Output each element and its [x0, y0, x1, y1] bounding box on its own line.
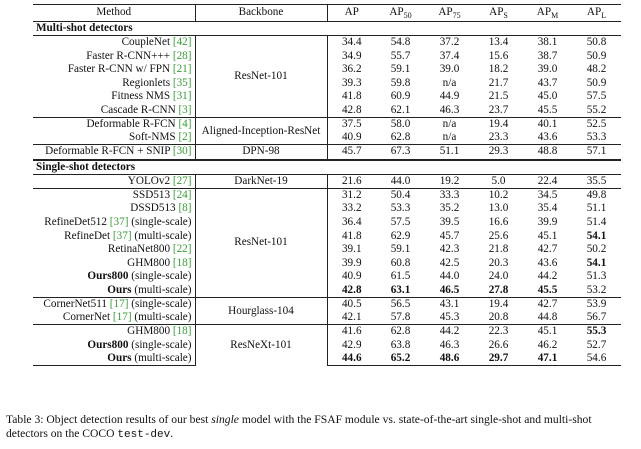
- value-cell: 26.6: [488, 338, 509, 351]
- section-single-shot: Single-shot detectors: [33, 160, 621, 175]
- value-cell: 37.2: [425, 36, 474, 50]
- value-cell: 19.4: [474, 297, 523, 311]
- table-row: [33, 104, 621, 118]
- value-cell: 42.9: [341, 338, 362, 351]
- value-cell: 58.0: [376, 117, 425, 131]
- method-cell: [33, 49, 195, 63]
- value-cell: 43.7: [537, 76, 558, 89]
- value-cell: 48.8: [523, 145, 572, 160]
- method-cell: [33, 189, 195, 203]
- value-cell: 34.9: [341, 49, 362, 62]
- method-name: Ours800: [87, 270, 129, 283]
- results-table: [33, 4, 621, 366]
- method-name: Faster R-CNN+++: [86, 49, 171, 62]
- value-cell: n/a: [442, 76, 457, 89]
- table-caption: Table 3: Object detection results of our best single model with the FSAF module vs. state-of-the-art single-shot and multi-shot detectors on the COCO test-dev.: [6, 413, 592, 442]
- method-suffix: (multi-scale): [131, 352, 192, 365]
- method-name: RefineDet: [64, 229, 111, 242]
- citation-link[interactable]: [27]: [172, 174, 192, 187]
- value-cell: 45.5: [537, 283, 558, 296]
- value-cell: 23.3: [488, 131, 509, 144]
- backbone-cell: Aligned-Inception-ResNet: [195, 117, 327, 144]
- backbone-cell: DarkNet-19: [195, 174, 327, 188]
- value-cell: 25.6: [488, 229, 509, 242]
- group-multi-dpn: [33, 145, 621, 160]
- citation-link[interactable]: [42]: [172, 36, 192, 49]
- method-name: Cascade R-CNN: [100, 103, 176, 116]
- value-cell: 35.2: [439, 202, 460, 215]
- table-header-row: [33, 5, 621, 22]
- method-cell: [33, 297, 195, 311]
- value-cell: 45.3: [439, 311, 460, 324]
- value-cell: 42.8: [341, 103, 362, 116]
- value-cell: 56.7: [586, 311, 607, 324]
- method-name: Fitness NMS: [111, 90, 171, 103]
- method-name: Deformable R-FCN + SNIP: [45, 145, 171, 158]
- value-cell: 40.1: [523, 117, 572, 131]
- method-cell: [33, 352, 195, 366]
- value-cell: 63.1: [390, 283, 411, 296]
- method-cell: [33, 131, 195, 145]
- citation-link[interactable]: [3]: [178, 103, 192, 116]
- method-cell: [33, 63, 195, 77]
- value-cell: 13.0: [488, 202, 509, 215]
- header-ap: AP: [327, 5, 376, 22]
- value-cell: 24.0: [488, 270, 509, 283]
- group-single-darknet: [33, 174, 621, 188]
- citation-link[interactable]: [8]: [178, 202, 192, 215]
- table-row: [33, 174, 621, 188]
- value-cell: 53.2: [586, 283, 607, 296]
- group-single-resnet: [33, 189, 621, 298]
- value-cell: 55.7: [390, 49, 411, 62]
- method-name: Deformable R-FCN: [86, 117, 176, 130]
- header-ap75: $AP_{75}$: [425, 5, 474, 22]
- table-row: [33, 325, 621, 339]
- value-cell: 13.4: [474, 36, 523, 50]
- method-name: RefineDet512: [44, 215, 107, 228]
- table-row: [33, 297, 621, 311]
- value-cell: 65.2: [376, 352, 425, 366]
- table-row: [33, 243, 621, 257]
- value-cell: 62.8: [376, 325, 425, 339]
- value-cell: 59.1: [390, 63, 411, 76]
- method-suffix: (single-scale): [128, 338, 192, 351]
- backbone-cell: DPN-98: [195, 145, 327, 160]
- method-cell: [33, 243, 195, 257]
- value-cell: 62.9: [390, 229, 411, 242]
- backbone-cell: ResNet-101: [195, 189, 327, 298]
- table-row: [33, 270, 621, 284]
- value-cell: 33.3: [425, 189, 474, 203]
- table-row: [33, 131, 621, 145]
- method-cell: [33, 311, 195, 325]
- value-cell: 41.8: [341, 90, 362, 103]
- table-row: [33, 189, 621, 203]
- value-cell: 21.5: [488, 90, 509, 103]
- value-cell: n/a: [425, 117, 474, 131]
- value-cell: 15.6: [488, 49, 509, 62]
- method-cell: [33, 202, 195, 216]
- value-cell: 20.8: [488, 311, 509, 324]
- method-name: DSSD513: [130, 202, 176, 215]
- value-cell: 52.5: [572, 117, 621, 131]
- citation-link[interactable]: [31]: [172, 90, 192, 103]
- citation-link[interactable]: [17]: [109, 297, 129, 310]
- value-cell: 44.2: [425, 325, 474, 339]
- value-cell: 40.5: [327, 297, 376, 311]
- value-cell: 60.8: [390, 256, 411, 269]
- value-cell: 35.5: [572, 174, 621, 188]
- method-name: CornerNet: [62, 311, 111, 324]
- value-cell: 42.8: [341, 283, 362, 296]
- header-ap50: $AP_{50}$: [376, 5, 425, 22]
- backbone-cell: Hourglass-104: [195, 297, 327, 324]
- value-cell: 39.3: [341, 76, 362, 89]
- value-cell: 63.8: [390, 338, 411, 351]
- value-cell: 45.0: [537, 90, 558, 103]
- value-cell: 39.0: [537, 63, 558, 76]
- header-method: Method: [33, 5, 195, 22]
- value-cell: 50.9: [586, 49, 607, 62]
- table-row: [33, 352, 621, 366]
- method-cell: [33, 77, 195, 91]
- value-cell: 50.9: [586, 76, 607, 89]
- method-cell: [33, 270, 195, 284]
- backbone-cell: ResNeXt-101: [195, 325, 327, 366]
- value-cell: 35.4: [537, 202, 558, 215]
- value-cell: 51.1: [586, 202, 607, 215]
- method-cell: [33, 229, 195, 243]
- value-cell: 40.9: [341, 270, 362, 283]
- method-suffix: (single-scale): [128, 215, 192, 228]
- table-row: [33, 77, 621, 91]
- value-cell: 21.6: [327, 174, 376, 188]
- header-aps: $AP_S$: [474, 5, 523, 22]
- value-cell: 10.2: [474, 189, 523, 203]
- method-name: RetinaNet800: [107, 243, 171, 256]
- method-cell: [33, 90, 195, 104]
- value-cell: 44.8: [537, 311, 558, 324]
- value-cell: 45.1: [537, 229, 558, 242]
- header-apm: $AP_M$: [523, 5, 572, 22]
- table-row: [33, 284, 621, 298]
- value-cell: 60.9: [390, 90, 411, 103]
- value-cell: 42.7: [537, 243, 558, 256]
- method-name: Ours800: [87, 338, 129, 351]
- citation-link[interactable]: [24]: [172, 189, 192, 201]
- value-cell: 49.8: [572, 189, 621, 203]
- method-name: Ours: [107, 283, 132, 296]
- value-cell: 54.6: [572, 352, 621, 366]
- value-cell: 39.0: [439, 63, 460, 76]
- value-cell: n/a: [442, 131, 457, 144]
- citation-link[interactable]: [30]: [172, 145, 192, 158]
- value-cell: 38.7: [537, 49, 558, 62]
- value-cell: 46.3: [439, 103, 460, 116]
- value-cell: 61.5: [390, 270, 411, 283]
- value-cell: 51.4: [586, 215, 607, 228]
- table-row: [33, 63, 621, 77]
- value-cell: 18.2: [488, 63, 509, 76]
- value-cell: 53.9: [572, 297, 621, 311]
- method-name: YOLOv2: [127, 174, 171, 187]
- value-cell: 22.3: [474, 325, 523, 339]
- value-cell: 16.6: [488, 215, 509, 228]
- method-name: Ours: [107, 352, 132, 365]
- method-cell: [33, 284, 195, 298]
- table-row: [33, 257, 621, 271]
- method-name: GHM800: [127, 325, 171, 338]
- group-multi-resnet: [33, 36, 621, 118]
- value-cell: 55.3: [572, 325, 621, 339]
- value-cell: 46.3: [439, 338, 460, 351]
- citation-link[interactable]: [18]: [172, 256, 192, 269]
- value-cell: 29.3: [474, 145, 523, 160]
- method-suffix: (multi-scale): [131, 311, 192, 324]
- value-cell: 38.1: [523, 36, 572, 50]
- value-cell: 51.3: [586, 270, 607, 283]
- method-name: CornerNet511: [43, 297, 107, 310]
- value-cell: 20.3: [488, 256, 509, 269]
- value-cell: 54.1: [586, 256, 607, 269]
- method-cell: [33, 36, 195, 50]
- group-multi-aligned: [33, 117, 621, 144]
- value-cell: 48.2: [586, 63, 607, 76]
- value-cell: 34.5: [523, 189, 572, 203]
- value-cell: 45.5: [537, 103, 558, 116]
- value-cell: 44.9: [439, 90, 460, 103]
- citation-link[interactable]: [28]: [172, 49, 192, 62]
- value-cell: 46.2: [537, 338, 558, 351]
- value-cell: 36.2: [341, 63, 362, 76]
- value-cell: 42.1: [341, 311, 362, 324]
- value-cell: 34.4: [327, 36, 376, 50]
- method-cell: [33, 216, 195, 230]
- method-name: Faster R-CNN w/ FPN: [67, 63, 171, 76]
- value-cell: 62.1: [390, 103, 411, 116]
- group-single-hourglass: [33, 297, 621, 324]
- section-multi-shot: Multi-shot detectors: [36, 22, 133, 34]
- citation-link[interactable]: [21]: [172, 63, 192, 76]
- value-cell: 44.6: [327, 352, 376, 366]
- value-cell: 48.6: [425, 352, 474, 366]
- value-cell: 39.9: [537, 215, 558, 228]
- value-cell: 43.6: [537, 131, 558, 144]
- table-row: [33, 90, 621, 104]
- value-cell: 50.4: [376, 189, 425, 203]
- citation-link[interactable]: [18]: [172, 325, 192, 338]
- table-row: [33, 339, 621, 353]
- value-cell: 50.2: [586, 243, 607, 256]
- value-cell: 41.8: [341, 229, 362, 242]
- value-cell: 53.3: [390, 202, 411, 215]
- method-cell: [33, 174, 195, 188]
- citation-link[interactable]: [4]: [178, 117, 192, 130]
- method-name: SSD513: [132, 189, 171, 201]
- table-row: [33, 311, 621, 325]
- value-cell: 43.6: [537, 256, 558, 269]
- value-cell: 57.5: [586, 90, 607, 103]
- table-row: [33, 117, 621, 131]
- backbone-cell: ResNet-101: [195, 36, 327, 118]
- header-apl: $AP_L$: [572, 5, 621, 22]
- value-cell: 46.5: [439, 283, 460, 296]
- value-cell: 19.2: [425, 174, 474, 188]
- value-cell: 19.4: [474, 117, 523, 131]
- value-cell: 42.3: [439, 243, 460, 256]
- table-row: [33, 49, 621, 63]
- value-cell: 45.1: [523, 325, 572, 339]
- value-cell: 44.2: [537, 270, 558, 283]
- value-cell: 47.1: [523, 352, 572, 366]
- method-cell: [33, 104, 195, 118]
- value-cell: 39.5: [439, 215, 460, 228]
- value-cell: 59.8: [390, 76, 411, 89]
- value-cell: 29.7: [474, 352, 523, 366]
- value-cell: 45.7: [439, 229, 460, 242]
- value-cell: 31.2: [327, 189, 376, 203]
- table-row: [33, 202, 621, 216]
- method-suffix: (multi-scale): [131, 229, 192, 242]
- value-cell: 55.2: [586, 103, 607, 116]
- value-cell: 52.7: [586, 338, 607, 351]
- value-cell: 44.0: [439, 270, 460, 283]
- method-cell: [33, 325, 195, 339]
- value-cell: 62.8: [390, 131, 411, 144]
- value-cell: 50.8: [572, 36, 621, 50]
- group-single-resnext: [33, 325, 621, 366]
- header-backbone: Backbone: [195, 5, 327, 22]
- value-cell: 33.2: [341, 202, 362, 215]
- citation-link[interactable]: [17]: [112, 311, 132, 324]
- value-cell: 57.8: [390, 311, 411, 324]
- value-cell: 22.4: [523, 174, 572, 188]
- method-suffix: (multi-scale): [131, 283, 192, 296]
- value-cell: 56.5: [376, 297, 425, 311]
- method-suffix: (single-scale): [128, 297, 192, 310]
- method-cell: [33, 117, 195, 131]
- value-cell: 21.8: [488, 243, 509, 256]
- method-name: Regionlets: [122, 76, 171, 89]
- value-cell: 36.4: [341, 215, 362, 228]
- citation-link[interactable]: [37]: [109, 215, 129, 228]
- method-name: Soft-NMS: [129, 131, 176, 144]
- value-cell: 59.1: [390, 243, 411, 256]
- value-cell: 43.1: [425, 297, 474, 311]
- value-cell: 39.1: [341, 243, 362, 256]
- value-cell: 44.0: [376, 174, 425, 188]
- value-cell: 42.7: [523, 297, 572, 311]
- value-cell: 54.8: [376, 36, 425, 50]
- value-cell: 45.7: [327, 145, 376, 160]
- value-cell: 53.3: [586, 131, 607, 144]
- value-cell: 21.7: [488, 76, 509, 89]
- value-cell: 27.8: [488, 283, 509, 296]
- value-cell: 57.1: [572, 145, 621, 160]
- method-name: GHM800: [127, 256, 171, 269]
- value-cell: 40.9: [341, 131, 362, 144]
- value-cell: 37.5: [327, 117, 376, 131]
- method-cell: [33, 145, 195, 160]
- value-cell: 41.6: [327, 325, 376, 339]
- value-cell: 57.5: [390, 215, 411, 228]
- value-cell: 39.9: [341, 256, 362, 269]
- citation-link[interactable]: [2]: [178, 131, 192, 144]
- citation-link[interactable]: [37]: [112, 229, 132, 242]
- method-name: CoupleNet: [121, 36, 171, 49]
- value-cell: 42.5: [439, 256, 460, 269]
- table-row: [33, 229, 621, 243]
- value-cell: 51.1: [425, 145, 474, 160]
- table-row: [33, 36, 621, 50]
- method-cell: [33, 257, 195, 271]
- citation-link[interactable]: [22]: [172, 243, 192, 256]
- table-row: [33, 145, 621, 160]
- method-cell: [33, 339, 195, 353]
- value-cell: 37.4: [439, 49, 460, 62]
- value-cell: 67.3: [376, 145, 425, 160]
- method-suffix: (single-scale): [128, 270, 192, 283]
- value-cell: 23.7: [488, 103, 509, 116]
- citation-link[interactable]: [35]: [172, 76, 192, 89]
- value-cell: 5.0: [474, 174, 523, 188]
- value-cell: 54.1: [586, 229, 607, 242]
- table-row: [33, 216, 621, 230]
